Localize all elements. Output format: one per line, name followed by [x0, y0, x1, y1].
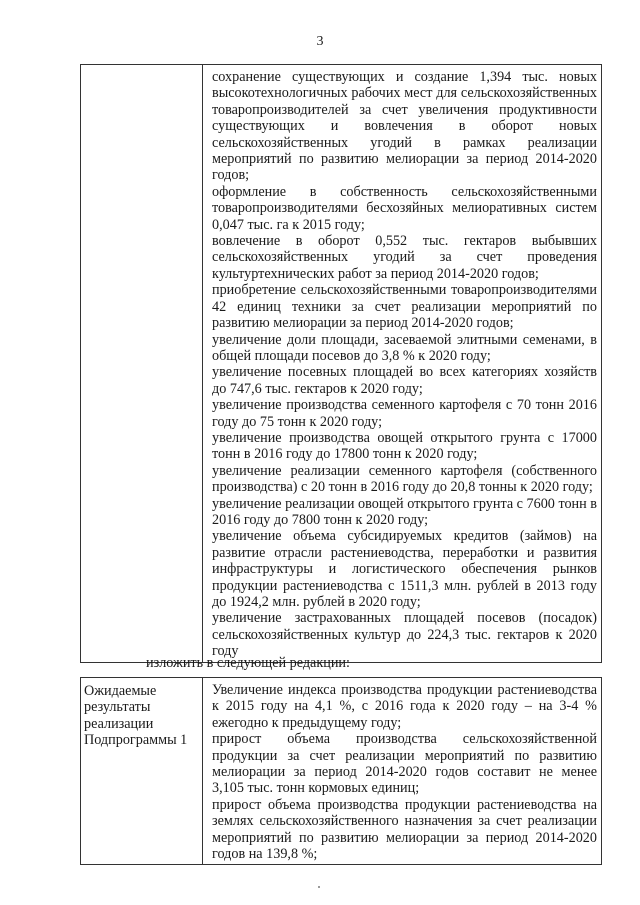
result-paragraph: прирост объема производства продукции растениеводства на землях сельскохозяйственного назначения за счет реализации мероприятий по развитию мелиорации за период 2014-2020 годов на 139,8 %;	[212, 796, 597, 863]
intro-text: изложить в следующей редакции:	[146, 655, 350, 671]
table-left-cell	[81, 65, 203, 663]
label-line: Ожидаемые	[84, 683, 157, 699]
result-paragraph: увеличение реализации овощей открытого грунта с 7600 тонн в 2016 году до 7800 тонн к 2020 году;	[212, 495, 597, 528]
result-paragraph: прирост объема производства сельскохозяйственной продукции за счет реализации мероприятий по развитию мелиорации за период 2014-2020 годов составит не менее 3,105 тыс. тонн кормовых единиц;	[212, 731, 597, 797]
result-paragraph: оформление в собственность сельскохозяйственными товаропроизводителями бесхозяйных мелиоративных систем 0,047 тыс. га к 2015 году;	[212, 183, 597, 233]
result-paragraph: увеличение застрахованных площадей посевов (посадок) сельскохозяйственных культур до 224,3 тыс. гектаров к 2020 году	[212, 610, 597, 660]
results-text	[203, 65, 601, 662]
result-paragraph: увеличение реализации семенного картофеля (собственного производства) с 20 тонн в 2016 году до 20,8 тонны к 2020 году;	[212, 462, 597, 496]
new-edition-table	[80, 677, 602, 865]
result-paragraph: приобретение сельскохозяйственными товаропроизводителями 42 единиц техники за счет реализации мероприятий по развитию мелиорации за период 2014-2020 годов;	[212, 282, 597, 332]
result-paragraph: увеличение посевных площадей во всех категориях хозяйств до 747,6 тыс. гектаров к 2020 году;	[212, 364, 597, 397]
label-line: результаты	[84, 699, 151, 716]
result-paragraph: увеличение доли площади, засеваемой элитными семенами, в общей площади посевов до 3,8 % к 2020 году;	[212, 331, 597, 364]
page-number: 3	[316, 34, 324, 49]
content-cell	[203, 678, 602, 865]
result-paragraph: увеличение производства овощей открытого грунта с 17000 тонн в 2016 году до 17800 тонн к 2020 году;	[212, 429, 597, 463]
scan-speck	[318, 886, 320, 888]
result-paragraph: увеличение объема субсидируемых кредитов (займов) на развитие отрасли растениеводства, переработки и развития инфраструктуры и логистического обеспечения рынков продукции растениеводства с 1511,3 млн. рублей в 2013 году до 1924,2 млн. рублей в 2020 году;	[212, 528, 597, 610]
continued-table	[80, 64, 602, 663]
section-label	[81, 678, 202, 749]
result-paragraph: сохранение существующих и создание 1,394 тыс. новых высокотехнологичных рабочих мест для сельскохозяйственных товаропроизводителей за счет увеличения продуктивности существующих и вовлечения в оборот новых сельскохозяйственных угодий в рамках реализации мероприятий по развитию мелиорации за период 2014-2020 годов;	[212, 69, 597, 184]
label-cell	[81, 678, 203, 865]
result-paragraph: Увеличение индекса производства продукции растениеводства к 2015 году на 4,1 %, с 2016 года к 2020 году – на 3-4 % ежегодно к предыдущему году;	[212, 682, 597, 731]
expected-results-text	[203, 678, 601, 864]
label-line: реализации	[84, 715, 154, 732]
result-paragraph: вовлечение в оборот 0,552 тыс. гектаров выбывших сельскохозяйственных угодий за счет проведения культуртехнических работ за период 2014-2020 годов;	[212, 233, 597, 282]
result-paragraph: увеличение производства семенного картофеля с 70 тонн 2016 году до 75 тонн к 2020 году;	[212, 397, 597, 430]
label-line: Подпрограммы 1	[84, 732, 188, 749]
table-right-cell	[203, 65, 602, 663]
